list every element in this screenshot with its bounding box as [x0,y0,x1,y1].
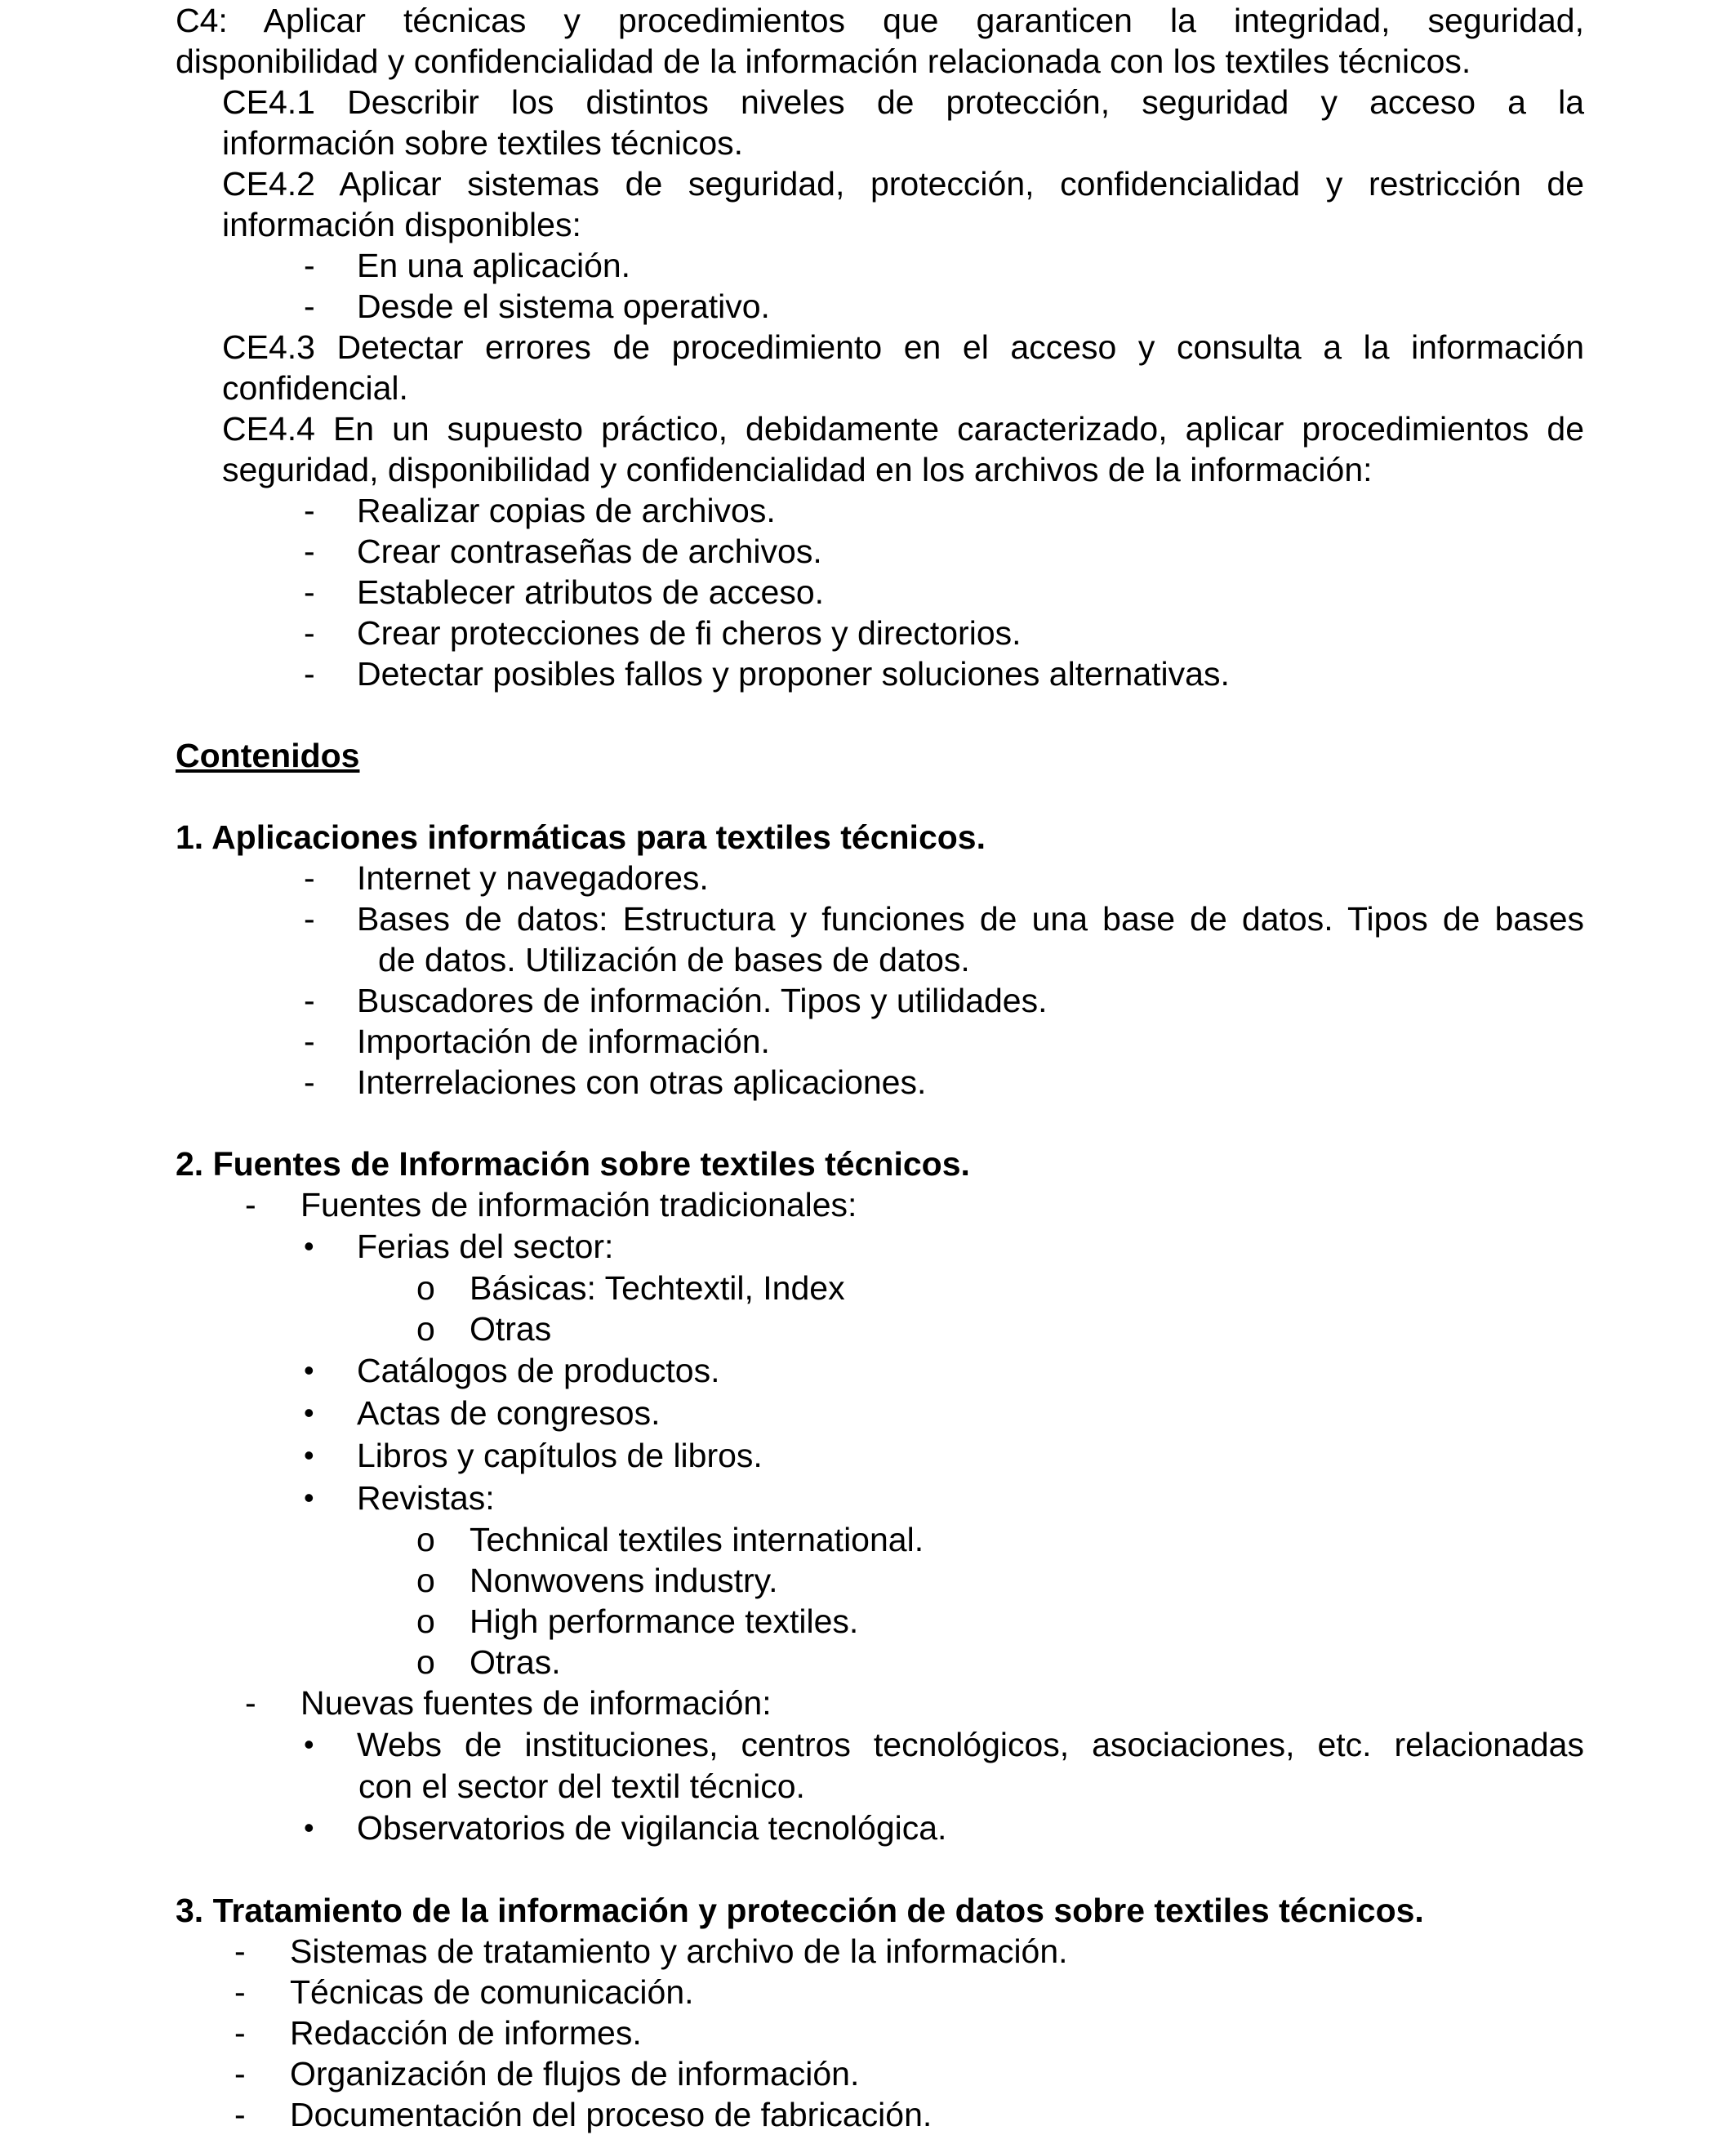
bullet-item-continuation: con el sector del textil técnico. [358,1767,805,1805]
list-item: - Detectar posibles fallos y proponer soluciones alternativas. [304,655,1230,693]
dash-marker: - [304,614,315,652]
dash-marker: - [304,287,315,325]
dash-marker: - [304,1023,315,1060]
bullet-item: • Libros y capítulos de libros. [176,1434,1584,1477]
list-item: - Documentación del proceso de fabricación. [234,2096,933,2133]
list-item: - Interrelaciones con otras aplicaciones. [304,1063,927,1101]
ce42-line-2: información disponibles: [222,206,581,243]
section-1-title: 1. Aplicaciones informáticas para textiles técnicos. [176,818,986,856]
ce44-line-1: CE4.4 En un supuesto práctico, debidamente caracterizado, aplicar procedimientos de [222,410,1584,448]
list-item: - Internet y navegadores. [304,859,709,897]
circle-marker: o [416,1269,435,1307]
dash-marker: - [234,2096,246,2133]
dash-marker: - [304,1063,315,1101]
circle-marker: o [416,1562,435,1599]
bullet-marker: • [304,1438,314,1472]
sub-item: o Technical textiles international. [416,1521,924,1558]
dash-marker: - [304,533,315,570]
document-page [176,0,1584,2135]
ce43-line-1: CE4.3 Detectar errores de procedimiento en el acceso y consulta a la información [222,328,1584,366]
list-item: - Crear protecciones de fi cheros y directorios. [304,614,1022,652]
circle-marker: o [416,1643,435,1681]
dash-marker: - [304,247,315,284]
bullet-marker: • [304,1229,314,1263]
list-item-continuation: de datos. Utilización de bases de datos. [378,941,970,978]
bullet-item: • Webs de instituciones, centros tecnológicos, asociaciones, etc. relacionadas [176,1723,1584,1766]
dash-marker: - [245,1186,256,1224]
bullet-item: • Ferias del sector: [176,1225,1584,1268]
list-item: - Desde el sistema operativo. [304,287,770,325]
dash-marker: - [304,859,315,897]
sub-item: o Nonwovens industry. [416,1562,778,1599]
list-item: - Buscadores de información. Tipos y utilidades. [304,982,1048,1019]
ce44-line-2: seguridad, disponibilidad y confidencialidad en los archivos de la información: [222,451,1373,488]
sub-item: o Otras [416,1310,552,1348]
list-item: - Establecer atributos de acceso. [304,573,825,611]
bullet-item: • Catálogos de productos. [176,1349,1584,1392]
sub-item: o High performance textiles. [416,1602,859,1640]
dash-marker: - [234,1973,246,2011]
list-item: - Crear contraseñas de archivos. [304,533,822,570]
list-item: - Importación de información. [304,1023,770,1060]
bullet-marker: • [304,1727,314,1761]
list-item: - Redacción de informes. [234,2014,642,2052]
dash-marker: - [304,573,315,611]
c4-line-1: C4: Aplicar técnicas y procedimientos que garanticen la integridad, seguridad, [176,2,1584,39]
circle-marker: o [416,1310,435,1348]
dash-marker: - [304,982,315,1019]
list-item: - Sistemas de tratamiento y archivo de la información. [234,1932,1068,1970]
section-3-title: 3. Tratamiento de la información y protección de datos sobre textiles técnicos. [176,1892,1424,1929]
ce41-line-1: CE4.1 Describir los distintos niveles de protección, seguridad y acceso a la [222,83,1584,121]
dash-marker: - [304,900,315,938]
bullet-marker: • [304,1396,314,1429]
dash-marker: - [245,1684,256,1722]
section-2-title: 2. Fuentes de Información sobre textiles técnicos. [176,1145,970,1183]
bullet-marker: • [304,1481,314,1514]
dash-marker: - [304,655,315,693]
circle-marker: o [416,1521,435,1558]
dash-marker: - [234,1932,246,1970]
dash-marker: - [234,2055,246,2093]
dash-marker: - [304,492,315,529]
contenidos-heading: Contenidos [176,737,360,774]
list-item: - Técnicas de comunicación. [234,1973,694,2011]
bullet-item: • Observatorios de vigilancia tecnológica. [176,1807,1584,1849]
ce41-line-2: información sobre textiles técnicos. [222,124,744,162]
list-item: - Nuevas fuentes de información: [245,1684,772,1722]
list-item: - Fuentes de información tradicionales: [245,1186,857,1224]
dash-marker: - [234,2014,246,2052]
list-item: - En una aplicación. [304,247,631,284]
ce43-line-2: confidencial. [222,369,408,407]
list-item: - Organización de flujos de información. [234,2055,860,2093]
bullet-item: • Revistas: [176,1477,1584,1519]
ce42-line-1: CE4.2 Aplicar sistemas de seguridad, protección, confidencialidad y restricción de [222,165,1584,203]
bullet-marker: • [304,1811,314,1844]
bullet-marker: • [304,1353,314,1387]
circle-marker: o [416,1602,435,1640]
sub-item: o Básicas: Techtextil, Index [416,1269,845,1307]
bullet-item: • Actas de congresos. [176,1392,1584,1434]
list-item: - Realizar copias de archivos. [304,492,776,529]
c4-line-2: disponibilidad y confidencialidad de la información relacionada con los textiles técnicos. [176,42,1471,80]
sub-item: o Otras. [416,1643,561,1681]
list-item: - Bases de datos: Estructura y funciones de una base de datos. Tipos de bases [304,900,1584,938]
